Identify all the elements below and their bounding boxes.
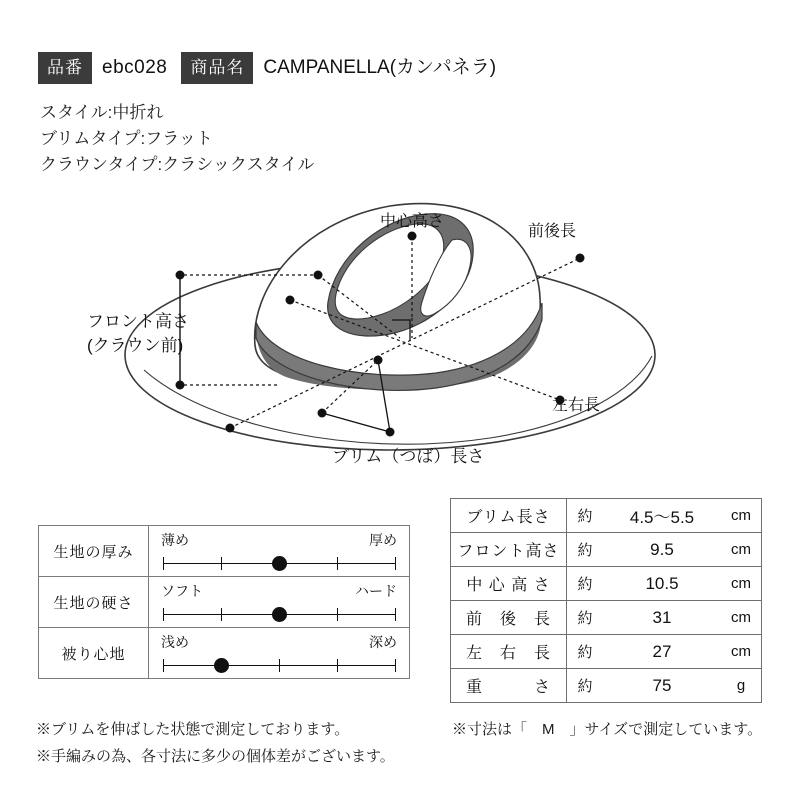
measure-label-front-height: フロント高さ — [451, 533, 567, 566]
label-front-height-line2: (クラウン前) — [87, 336, 184, 355]
rating-end-right-fit: 深め — [369, 634, 397, 650]
product-name-value: CAMPANELLA(カンパネラ) — [263, 57, 497, 78]
measure-approx-front-height: 約 — [577, 542, 593, 559]
rating-scale-thickness — [163, 556, 395, 570]
measure-unit-weight: g — [736, 677, 746, 694]
measure-label-weight: 重 さ — [451, 669, 567, 702]
rating-scale-fit — [163, 658, 395, 672]
product-code-value: ebc028 — [102, 57, 168, 78]
scale-tick — [337, 659, 338, 672]
measure-value-weight: 75 — [652, 675, 672, 695]
label-center-height: 中心高さ — [380, 213, 445, 230]
note-size-measured: ※寸法は「 M 」サイズで測定しています。 — [452, 721, 763, 738]
spec-crown-type: クラウンタイプ:クラシックスタイル — [40, 155, 315, 174]
table-row — [451, 533, 761, 567]
measure-label-center-height: 中 心 高 さ — [451, 567, 567, 600]
scale-tick — [221, 608, 222, 621]
scale-tick — [163, 557, 164, 570]
spec-brim-type: ブリムタイプ:フラット — [40, 129, 213, 148]
rating-marker-thickness — [272, 556, 287, 571]
product-code-label: 品番 — [38, 52, 92, 84]
rating-row-thickness — [39, 526, 409, 577]
label-left-right-length: 左右長 — [552, 397, 601, 414]
rating-track-thickness — [149, 526, 409, 576]
spec-style: スタイル:中折れ — [40, 103, 164, 122]
measurements-table — [450, 498, 762, 703]
measure-approx-weight: 約 — [577, 678, 593, 695]
rating-marker-hardness — [272, 607, 287, 622]
rating-end-left-hardness: ソフト — [161, 583, 203, 599]
note-handmade-variance: ※手編みの為、各寸法に多少の個体差がございます。 — [36, 748, 395, 765]
product-name-label: 商品名 — [181, 52, 253, 84]
measure-approx-front-back: 約 — [577, 610, 593, 627]
scale-tick — [337, 557, 338, 570]
scale-tick — [163, 659, 164, 672]
measure-approx-center-height: 約 — [577, 576, 593, 593]
measure-value-front-height: 9.5 — [650, 539, 674, 559]
measure-label-front-back: 前 後 長 — [451, 601, 567, 634]
measure-value-brim: 4.5〜5.5 — [629, 508, 695, 527]
scale-tick — [337, 608, 338, 621]
note-brim-stretched: ※ブリムを伸ばした状態で測定しております。 — [36, 721, 350, 738]
scale-tick — [395, 557, 396, 570]
label-brim-length: ブリム（つば）長さ — [332, 447, 485, 466]
measure-value-center-height: 10.5 — [645, 573, 679, 593]
rating-track-fit — [149, 628, 409, 678]
measure-unit-brim: cm — [731, 507, 751, 524]
rating-row-hardness — [39, 577, 409, 628]
scale-tick — [279, 659, 280, 672]
label-front-height — [87, 310, 189, 358]
rating-label-fit: 被り心地 — [39, 628, 149, 678]
rating-scale-hardness — [163, 607, 395, 621]
measure-unit-front-height: cm — [731, 541, 751, 558]
scale-tick — [395, 659, 396, 672]
measure-value-left-right: 27 — [652, 641, 672, 661]
table-row — [451, 499, 761, 533]
table-row — [451, 567, 761, 601]
rating-row-fit — [39, 628, 409, 678]
hat-measurement-diagram — [60, 170, 740, 480]
feel-ratings-table — [38, 525, 410, 679]
rating-end-left-thickness: 薄め — [161, 532, 189, 548]
measure-unit-front-back: cm — [731, 609, 751, 626]
table-row — [451, 601, 761, 635]
table-row — [451, 635, 761, 669]
table-row — [451, 669, 761, 702]
spec-list — [40, 100, 314, 178]
measure-label-left-right: 左 右 長 — [451, 635, 567, 668]
label-front-back-length: 前後長 — [528, 223, 577, 240]
scale-tick — [163, 608, 164, 621]
measure-approx-left-right: 約 — [577, 644, 593, 661]
measure-approx-brim: 約 — [577, 508, 593, 525]
rating-marker-fit — [214, 658, 229, 673]
rating-label-hardness: 生地の硬さ — [39, 577, 149, 627]
scale-tick — [395, 608, 396, 621]
measure-unit-center-height: cm — [731, 575, 751, 592]
measure-unit-left-right: cm — [731, 643, 751, 660]
rating-track-hardness — [149, 577, 409, 627]
measure-label-brim: ブリム長さ — [451, 499, 567, 532]
product-header — [38, 52, 510, 84]
rating-end-right-thickness: 厚め — [369, 532, 397, 548]
label-front-height-line1: フロント高さ — [87, 312, 189, 331]
measure-value-front-back: 31 — [652, 607, 672, 627]
rating-end-right-hardness: ハード — [355, 583, 397, 599]
scale-tick — [221, 557, 222, 570]
rating-end-left-fit: 浅め — [161, 634, 189, 650]
rating-label-thickness: 生地の厚み — [39, 526, 149, 576]
